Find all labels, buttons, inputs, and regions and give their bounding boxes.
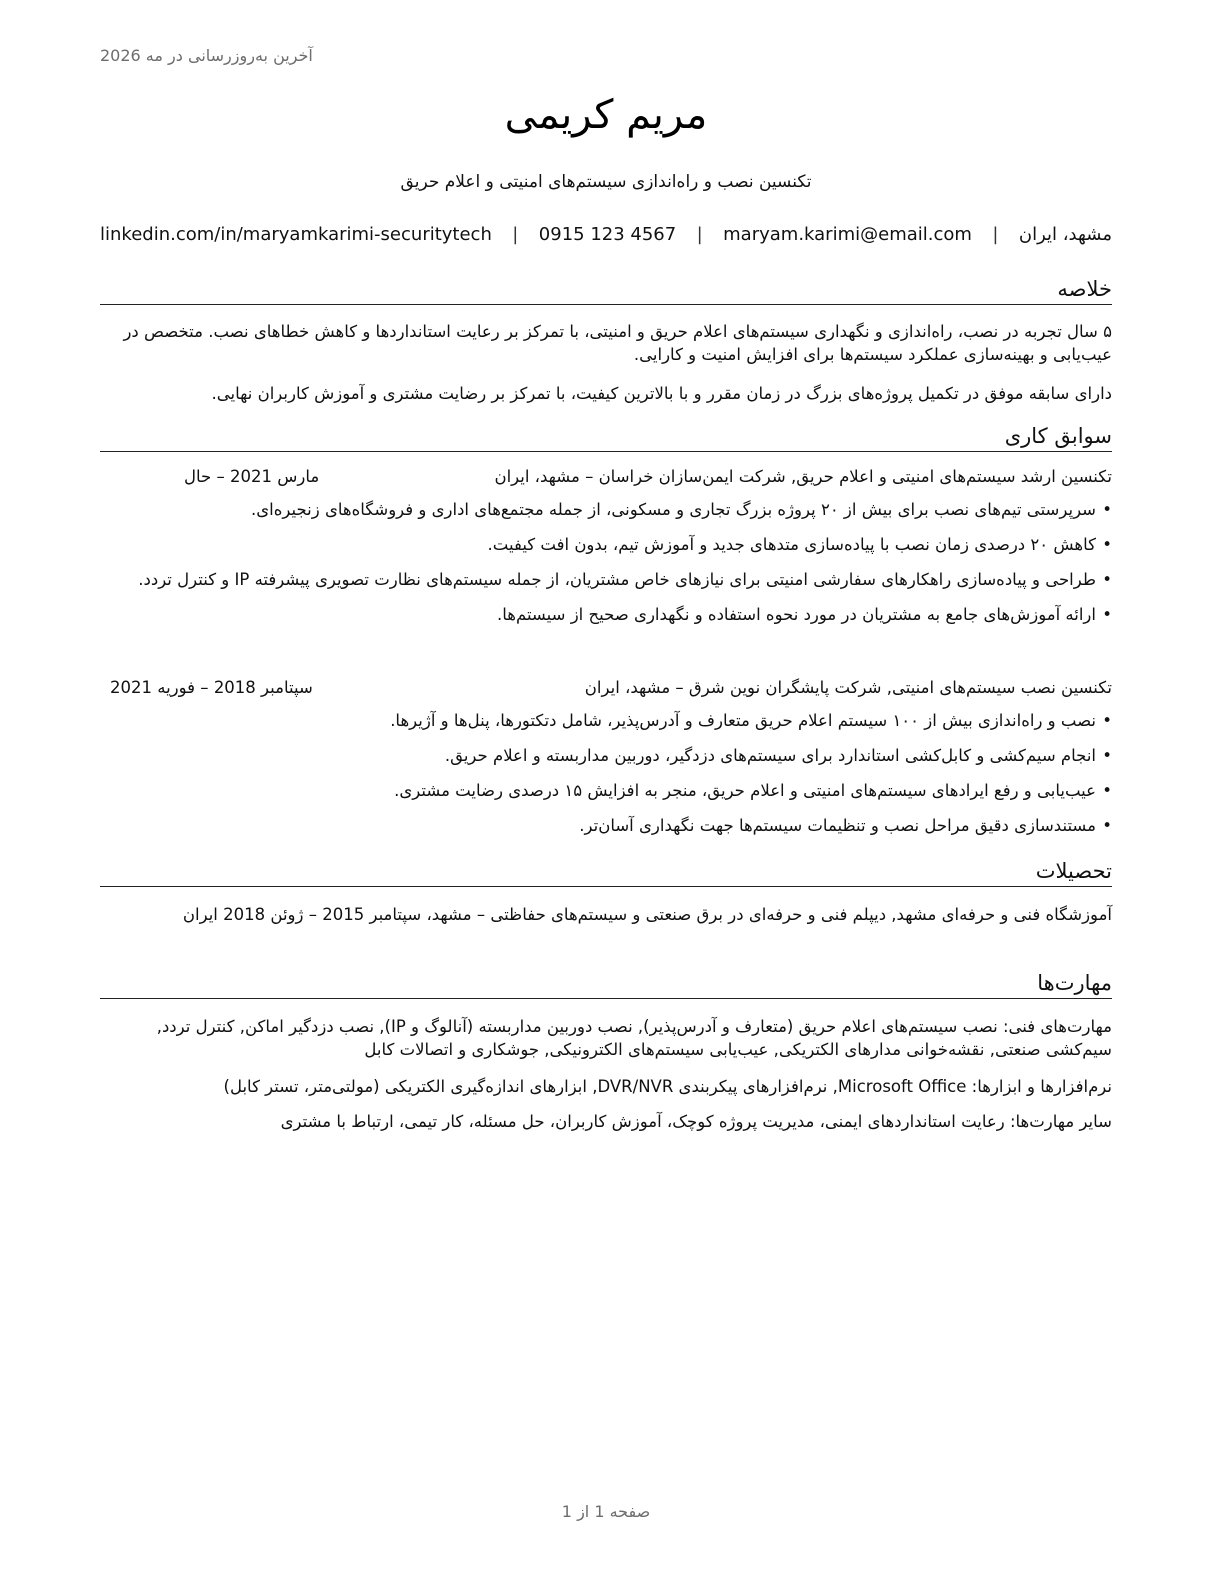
job-bullet-text: انجام سیم‌کشی و کابل‌کشی استاندارد برای سیستم‌های دزدگیر، دوربین مداربسته و اعلام حریق. [444, 746, 1096, 765]
contact-phone[interactable]: 0915 123 4567 [538, 224, 677, 245]
job-bullet [100, 814, 1112, 837]
experience-heading: سوابق کاری [100, 423, 1112, 452]
page-number: صفحه 1 از 1 [561, 1502, 651, 1521]
education-heading: تحصیلات [100, 858, 1112, 887]
bullet-icon: • [1102, 605, 1112, 624]
job-bullet-text: عیب‌یابی و رفع ایرادهای سیستم‌های امنیتی و اعلام حریق، منجر به افزایش ۱۵ درصدی رضایت مشتری. [394, 781, 1096, 800]
bullet-icon: • [1102, 570, 1112, 589]
bullet-icon: • [1102, 781, 1112, 800]
job-dates: مارس 2021 – حال [184, 467, 320, 486]
job-title: تکنسین ارشد سیستم‌های امنیتی و اعلام حریق, شرکت ایمن‌سازان خراسان – مشهد، ایران [494, 467, 1112, 486]
resume-page [100, 0, 1112, 1584]
job-bullet-text: نصب و راه‌اندازی بیش از ۱۰۰ سیستم اعلام حریق متعارف و آدرس‌پذیر، شامل دتکتورها، پنل‌ها و آژیرها. [390, 711, 1096, 730]
summary-heading: خلاصه [100, 276, 1112, 305]
contact-email[interactable]: maryam.karimi@email.com [723, 224, 972, 245]
job-bullet-list [100, 709, 1112, 849]
job-bullet-text: طراحی و پیاده‌سازی راهکارهای سفارشی امنیتی برای نیازهای خاص مشتریان، از جمله سیستم‌های نظارت تصویری پیشرفته IP و کنترل تردد. [138, 570, 1096, 589]
skills-heading: مهارت‌ها [100, 970, 1112, 999]
contact-separator: | [696, 224, 703, 245]
job-bullet-text: مستندسازی دقیق مراحل نصب و تنظیمات سیستم‌ها جهت نگهداری آسان‌تر. [579, 816, 1096, 835]
job-bullet [100, 744, 1112, 767]
summary-paragraph-2: دارای سابقه موفق در تکمیل پروژه‌های بزرگ در زمان مقرر و با بالاترین کیفیت، با تمرکز بر رضایت مشتری و آموزش کاربران نهایی. [211, 384, 1112, 403]
job-bullet [100, 779, 1112, 802]
bullet-icon: • [1102, 711, 1112, 730]
job-bullet [100, 498, 1112, 521]
contact-line [100, 224, 1112, 245]
job-bullet-list [100, 498, 1112, 638]
contact-location: مشهد، ایران [1018, 224, 1112, 245]
summary-paragraph-1: ۵ سال تجربه در نصب، راه‌اندازی و نگهداری سیستم‌های اعلام حریق و امنیتی، با تمرکز بر رعایت استانداردها و کاهش خطاهای نصب. متخصص در عیب‌یابی و بهینه‌سازی عملکرد سیستم‌ها برای افزایش امنیت و کارایی. [123, 322, 1112, 364]
job-header [100, 678, 1112, 702]
bullet-icon: • [1102, 746, 1112, 765]
education-entry: آموزشگاه فنی و حرفه‌ای مشهد, دیپلم فنی و حرفه‌ای در برق صنعتی و سیستم‌های حفاظتی – مشهد، سپتامبر 2015 – ژوئن 2018 ایران [182, 905, 1112, 924]
last-updated-note: آخرین به‌روزرسانی در مه 2026 [100, 46, 313, 65]
skills-technical: مهارت‌های فنی: نصب سیستم‌های اعلام حریق (متعارف و آدرس‌پذیر), نصب دوربین مداربسته (آنالوگ و IP), نصب دزدگیر اماکن, کنترل تردد, سیم‌کشی صنعتی, نقشه‌خوانی مدارهای الکتریکی, عیب‌یابی سیستم‌های الکترونیکی, جوشکاری و اتصالات کابل [156, 1017, 1112, 1059]
candidate-name: مریم کریمی [504, 92, 708, 138]
contact-linkedin[interactable]: linkedin.com/in/maryamkarimi-securitytech [100, 224, 492, 245]
job-bullet-text: سرپرستی تیم‌های نصب برای بیش از ۲۰ پروژه بزرگ تجاری و مسکونی، از جمله مجتمع‌های اداری و فروشگاه‌های زنجیره‌ای. [251, 500, 1096, 519]
job-dates: سپتامبر 2018 – فوریه 2021 [110, 678, 313, 697]
job-bullet [100, 709, 1112, 732]
contact-separator: | [992, 224, 999, 245]
candidate-headline: تکنسین نصب و راه‌اندازی سیستم‌های امنیتی و اعلام حریق [400, 172, 812, 192]
bullet-icon: • [1102, 500, 1112, 519]
skills-other: سایر مهارت‌ها: رعایت استانداردهای ایمنی، مدیریت پروژه کوچک، آموزش کاربران، حل مسئله، کار تیمی، ارتباط با مشتری [280, 1112, 1112, 1131]
job-bullet [100, 603, 1112, 626]
contact-separator: | [512, 224, 519, 245]
bullet-icon: • [1102, 816, 1112, 835]
job-bullet [100, 533, 1112, 556]
job-header [100, 467, 1112, 491]
bullet-icon: • [1102, 535, 1112, 554]
job-title: تکنسین نصب سیستم‌های امنیتی, شرکت پایشگران نوین شرق – مشهد، ایران [584, 678, 1112, 697]
skills-tools: نرم‌افزارها و ابزارها: Microsoft Office, نرم‌افزارهای پیکربندی DVR/NVR, ابزارهای اندازه‌گیری الکتریکی (مولتی‌متر، تستر کابل) [223, 1077, 1112, 1096]
job-bullet-text: ارائه آموزش‌های جامع به مشتریان در مورد نحوه استفاده و نگهداری صحیح از سیستم‌ها. [497, 605, 1096, 624]
job-bullet-text: کاهش ۲۰ درصدی زمان نصب با پیاده‌سازی متدهای جدید و آموزش تیم، بدون افت کیفیت. [487, 535, 1096, 554]
job-bullet [100, 568, 1112, 591]
